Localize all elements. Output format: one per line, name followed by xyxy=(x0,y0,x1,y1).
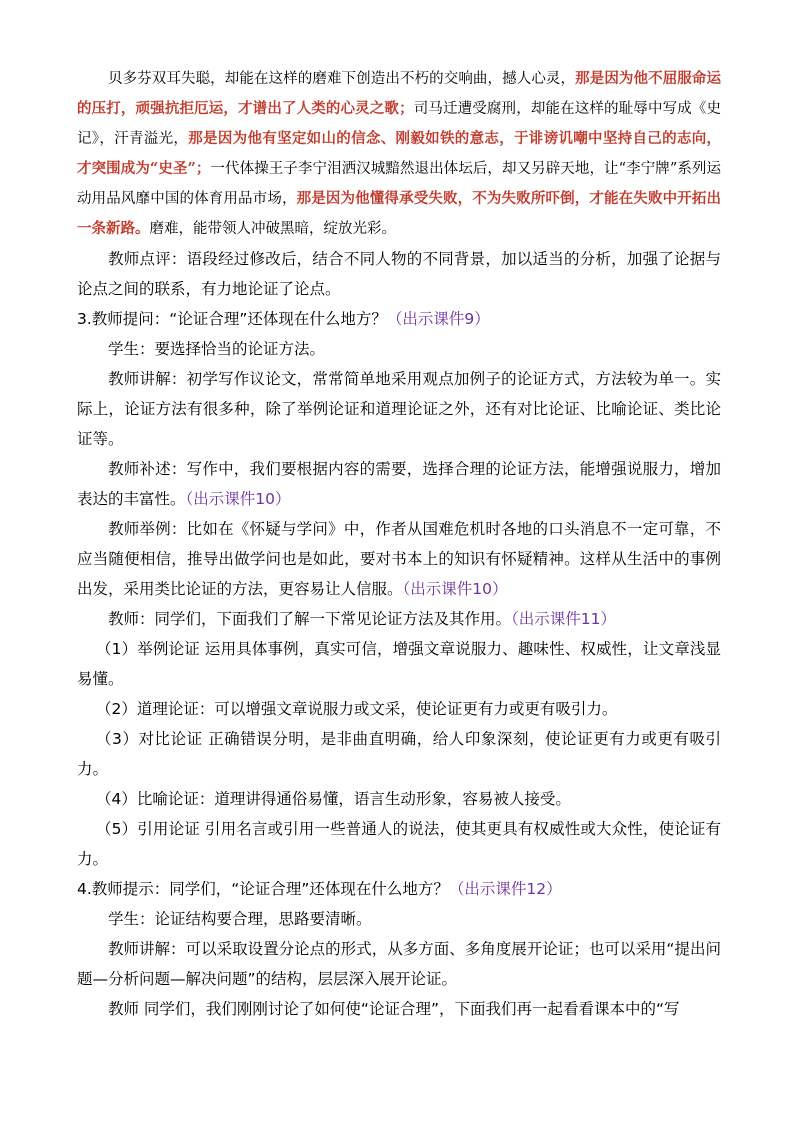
example-sentence-1: 贝多芬双耳失聪，却能在这样的磨难下创造出不朽的交响曲，撼人心灵， xyxy=(108,71,576,87)
question-4-text: 4.教师提示：同学们，“论证合理”还体现在什么地方？ xyxy=(77,880,449,898)
example-highlight-2: 那是因为他有坚定如山的信念、刚毅如铁的意志，于诽谤讥嘲中坚持自己的志向，才突围成为“史圣”； xyxy=(77,130,722,177)
student-answer-1: 学生：要选择恰当的论证方法。 xyxy=(108,340,326,358)
teacher-explanation-2: 教师讲解：可以采取设置分论点的形式，从多方面、多角度展开论证；也可以采用“提出问题—分析问题—解决问题”的结构，层层深入展开论证。 xyxy=(77,940,721,988)
teacher-comment: 教师点评：语段经过修改后，结合不同人物的不同背景，加以适当的分析，加强了论据与论点之间的联系，有力地论证了论点。 xyxy=(77,250,721,298)
courseware-tag-10b: （出示课件10） xyxy=(402,580,508,598)
teacher-supplement xyxy=(77,454,721,514)
teacher-supplement-text: 教师补述：写作中，我们要根据内容的需要，选择合理的论证方法，能增强说服力，增加表达的丰富性。 xyxy=(77,460,721,508)
teacher-intro-text: 教师：同学们，下面我们了解一下常见论证方法及其作用。 xyxy=(108,610,512,628)
courseware-tag-12: （出示课件12） xyxy=(448,880,562,898)
example-sentence-4: 磨难，能带领人冲破黑暗，绽放光彩。 xyxy=(149,221,396,237)
method-item-contrast: （3）对比论证 正确错误分明，是非曲直明确，给人印象深刻，使论证更有力或更有吸引力。 xyxy=(77,730,721,778)
method-item-reasoning: （2）道理论证：可以增强文章说服力或文采，使论证更有力或更有吸引力。 xyxy=(96,700,618,718)
example-highlight-1: 那是因为他不屈服命运的压打，顽强抗拒厄运，才谱出了人类的心灵之歌； xyxy=(77,70,722,117)
method-item-citation: （5）引用论证 引用名言或引用一些普通人的说法，使其更具有权威性或大众性，使论证有力。 xyxy=(77,820,721,868)
teacher-example-text: 教师举例：比如在《怀疑与学问》中，作者从国难危机时各地的口头消息不一定可靠，不应当随便相信，推导出做学问也是如此，要对书本上的知识有怀疑精神。这样从生活中的事例出发，采用类比论证的方法，更容易让人信服。 xyxy=(77,520,721,598)
example-paragraph xyxy=(77,64,721,244)
teacher-example xyxy=(77,514,721,604)
teacher-intro-methods xyxy=(77,604,721,634)
question-3 xyxy=(77,304,721,334)
example-sentence-2: 司马迁遭受腐刑，却能在这样的耻辱中写成《史记》，汗青溢光， xyxy=(77,101,722,147)
method-item-metaphor: （4）比喻论证：道理讲得通俗易懂，语言生动形象，容易被人接受。 xyxy=(96,790,571,808)
example-sentence-3: 一代体操王子李宁泪洒汉城黯然退出体坛后，却又另辟天地，让“李宁牌”系列运动用品风靡中国的体育用品市场， xyxy=(77,161,722,207)
method-item-example: （1）举例论证 运用具体事例，真实可信，增强文章说服力、趣味性、权威性，让文章浅显易懂。 xyxy=(77,640,721,688)
teacher-explanation-1: 教师讲解：初学写作议论文，常常简单地采用观点加例子的论证方式，方法较为单一。实际上，论证方法有很多种，除了举例论证和道理论证之外，还有对比论证、比喻论证、类比论证等。 xyxy=(77,370,721,448)
document-body xyxy=(77,64,721,1024)
question-3-text: 3.教师提问：“论证合理”还体现在什么地方？ xyxy=(77,310,387,328)
courseware-tag-9: （出示课件9） xyxy=(386,310,490,328)
student-answer-2: 学生：论证结构要合理，思路要清晰。 xyxy=(108,910,372,928)
teacher-transition: 教师 同学们，我们刚刚讨论了如何使“论证合理”，下面我们再一起看看课本中的“写 xyxy=(108,1000,680,1018)
courseware-tag-11: （出示课件11） xyxy=(511,610,616,628)
courseware-tag-10a: （出示课件10） xyxy=(185,490,291,508)
question-4 xyxy=(77,874,721,904)
example-highlight-3: 那是因为他懂得承受失败，不为失败所吓倒，才能在失败中开拓出一条新路。 xyxy=(77,190,721,237)
